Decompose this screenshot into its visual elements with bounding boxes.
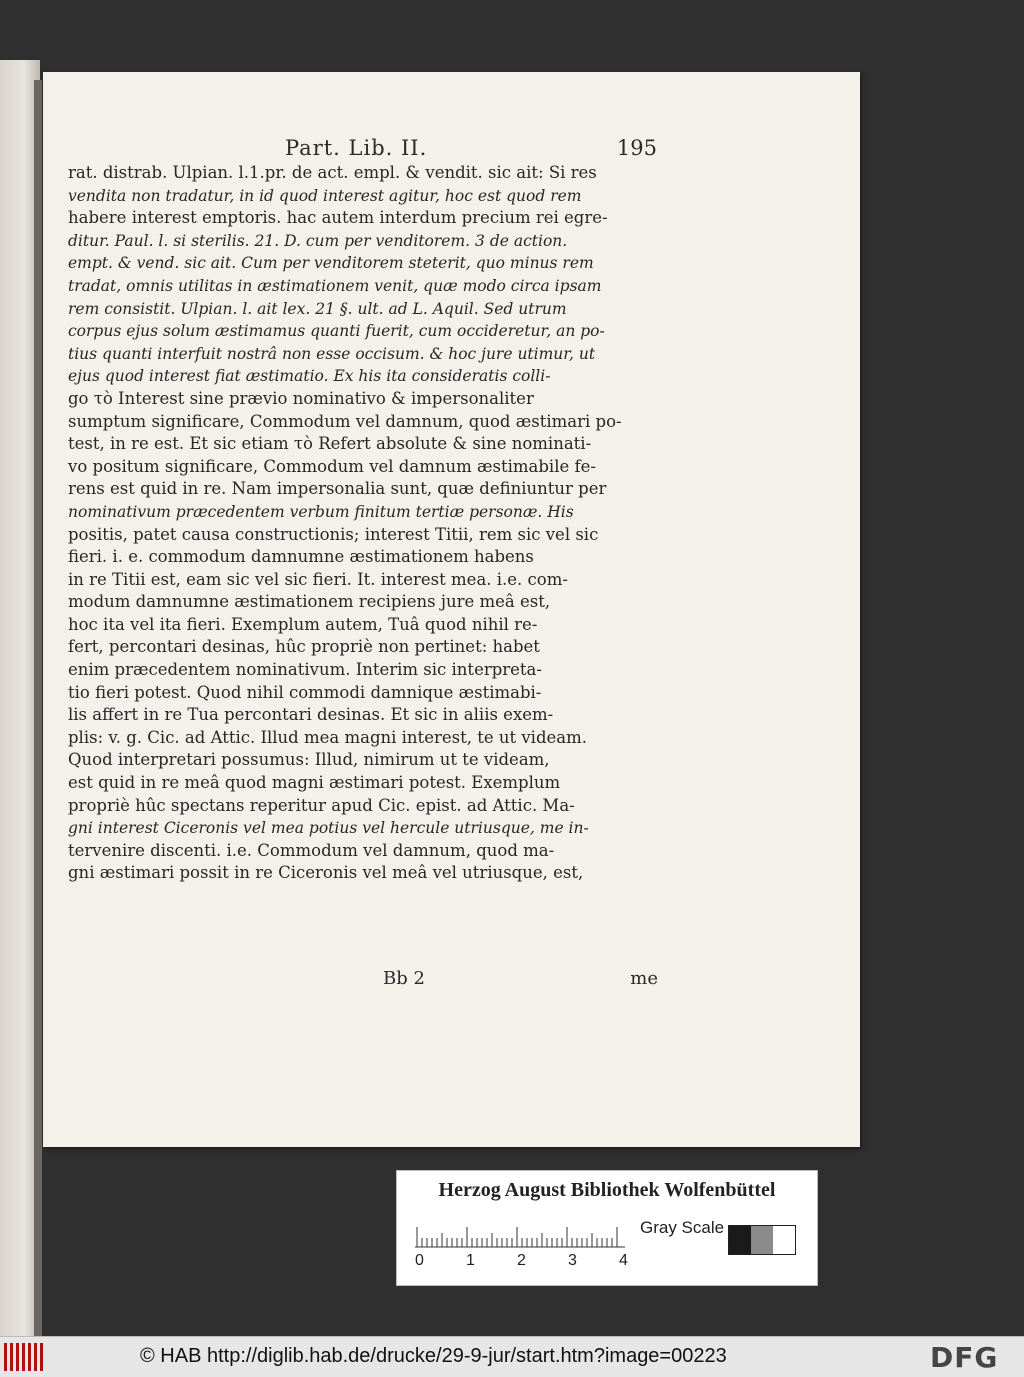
text-line: propriè hûc spectans reperitur apud Cic. epist. ad Attic. Ma-: [68, 795, 575, 815]
gray-scale-label: Gray Scale: [640, 1218, 725, 1237]
text-line: nominativum præcedentem verbum finitum tertiæ personæ. His: [68, 502, 574, 521]
text-line: lis affert in re Tua percontari desinas. Et sic in aliis exem-: [68, 705, 554, 725]
ruler-number: 3: [568, 1252, 577, 1269]
text-line: ditur. Paul. l. si sterilis. 21. D. cum per venditorem. 3 de action.: [68, 231, 568, 250]
text-line: tius quanti interfuit nostrâ non esse occisum. & hoc jure utimur, ut: [68, 344, 596, 363]
text-line: gni æstimari possit in re Ciceronis vel meâ vel utriusque, est,: [68, 863, 584, 883]
ruler-number: 1: [466, 1252, 475, 1269]
text-line: vo positum significare, Commodum vel damnum æstimabile fe-: [68, 456, 596, 476]
text-line: rat. distrab. Ulpian. l.1.pr. de act. empl. & vendit. sic ait: Si res: [68, 163, 597, 182]
library-name: Herzog August Bibliothek Wolfenbüttel: [438, 1179, 776, 1201]
text-line: fieri. i. e. commodum damnumne æstimationem habens: [68, 547, 534, 567]
text-line: tradat, omnis utilitas in æstimationem venit, quæ modo circa ipsam: [68, 276, 602, 295]
page-number: 195: [616, 136, 657, 160]
ruler-numbers: [415, 1252, 645, 1272]
text-line: tervenire discenti. i.e. Commodum vel damnum, quod ma-: [68, 840, 555, 860]
text-line: sumptum significare, Commodum vel damnum, quod æstimari po-: [68, 411, 622, 431]
text-line: fert, percontari desinas, hûc propriè non pertinet: habet: [68, 637, 540, 657]
gray-scale-swatches: [728, 1225, 796, 1255]
dfg-logo: DFG: [930, 1341, 999, 1374]
text-line: vendita non tradatur, in id quod interest agitur, hoc est quod rem: [68, 186, 582, 205]
text-line: hoc ita vel ita fieri. Exemplum autem, Tuâ quod nihil re-: [68, 614, 538, 634]
text-line: in re Titii est, eam sic vel sic fieri. It. interest mea. i.e. com-: [68, 569, 568, 589]
gray-swatch: [773, 1226, 795, 1254]
signature-mark: Bb 2: [383, 968, 425, 989]
catchword: me: [630, 968, 658, 989]
running-title: Part. Lib. II.: [285, 136, 428, 160]
gray-swatch: [751, 1226, 773, 1254]
text-line: enim præcedentem nominativum. Interim sic interpreta-: [68, 660, 542, 680]
page-footer: [383, 968, 658, 996]
text-line: est quid in re meâ quod magni æstimari potest. Exemplum: [68, 773, 561, 793]
text-line: modum damnumne æstimationem recipiens jure meâ est,: [68, 592, 551, 612]
page-text-block: [68, 162, 658, 885]
text-line: empt. & vend. sic ait. Cum per venditorem steterit, quo minus rem: [68, 254, 594, 273]
book-gutter-shadow: [34, 80, 42, 1345]
text-line: Quod interpretari possumus: Illud, nimirum ut te videam,: [68, 750, 550, 770]
text-line: corpus ejus solum æstimamus quanti fuerit, cum occideretur, an po-: [68, 322, 605, 341]
ruler-number: 2: [517, 1252, 526, 1269]
viewer-footer-bar: [0, 1336, 1024, 1377]
text-line: tio fieri potest. Quod nihil commodi damnique æstimabi-: [68, 682, 542, 702]
ruler-number: 0: [415, 1252, 424, 1269]
text-line: habere interest emptoris. hac autem interdum precium rei egre-: [68, 208, 608, 228]
text-line: positis, patet causa constructionis; interest Titii, rem sic vel sic: [68, 524, 599, 544]
text-line: test, in re est. Et sic etiam τὸ Refert absolute & sine nominati-: [68, 434, 592, 454]
ruler-scale: [415, 1220, 625, 1248]
text-line: go τὸ Interest sine prævio nominativo & impersonaliter: [68, 388, 534, 408]
text-line: gni interest Ciceronis vel mea potius vel hercule utriusque, me in-: [68, 819, 589, 838]
text-line: rens est quid in re. Nam impersonalia sunt, quæ definiuntur per: [68, 479, 607, 499]
library-barcode-icon: [4, 1343, 46, 1371]
text-line: ejus quod interest fiat æstimatio. Ex his ita consideratis colli-: [68, 367, 551, 386]
text-line: plis: v. g. Cic. ad Attic. Illud mea magni interest, te ut videam.: [68, 727, 587, 747]
ruler-number: 4: [619, 1252, 628, 1269]
gray-swatch: [729, 1226, 751, 1254]
text-line: rem consistit. Ulpian. l. ait lex. 21 §. ult. ad L. Aquil. Sed utrum: [68, 299, 567, 318]
copyright-url[interactable]: © HAB http://diglib.hab.de/drucke/29-9-jur/start.htm?image=00223: [140, 1345, 727, 1367]
